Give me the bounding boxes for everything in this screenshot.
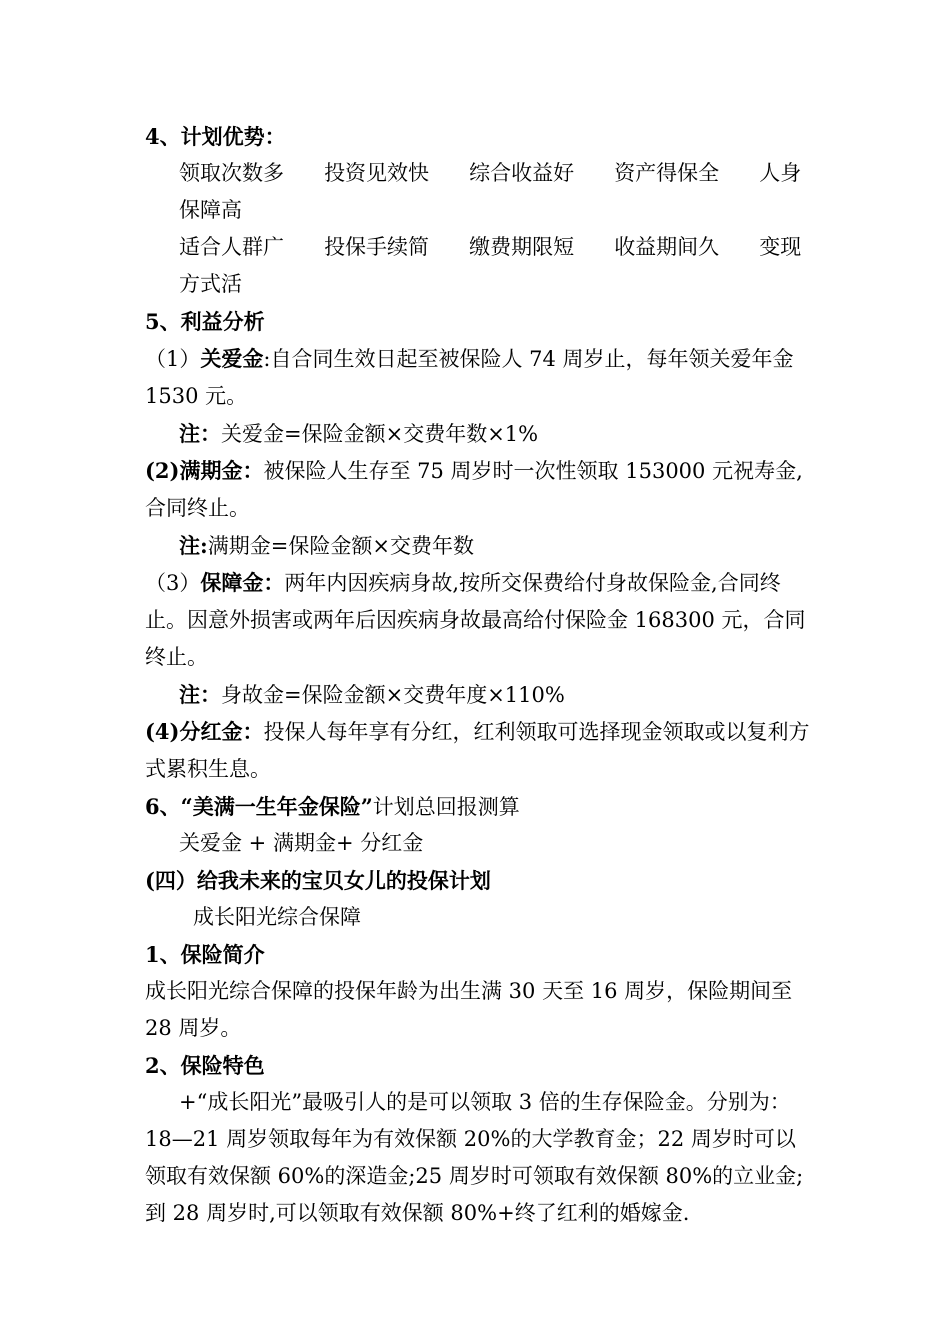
advantage-item: 变现方式活 xyxy=(179,235,802,296)
advantage-item: 投资见效快 xyxy=(324,161,430,185)
item-text: 被保险人生存至 75 周岁时一次性领取 153000 元祝寿金,合同终止。 xyxy=(145,459,803,520)
item-number: (4) xyxy=(145,719,180,744)
item-title: 关爱金 xyxy=(200,346,264,371)
note-text: 关爱金=保险金额×交费年数×1% xyxy=(221,422,539,446)
advantage-item: 资产得保全 xyxy=(614,161,720,185)
item-title: 保障金： xyxy=(200,570,285,595)
heading-number: 6、 xyxy=(145,794,181,819)
section-4-heading: 4、计划优势： xyxy=(145,124,286,149)
care-note xyxy=(145,415,815,452)
features-text: +“成长阳光”最吸引人的是可以领取 3 倍的生存保险金。分别为：18—21 周岁领取每年为有效保额 20%的大学教育金；22 周岁时可以领取有效保额 60%的深造金;25 周岁时可领取有效保额 80%的立业金;到 28 周岁时,可以领取有效保额 80%+终了红利的婚嫁金. xyxy=(145,1090,804,1225)
note-label: 注: xyxy=(179,533,208,558)
item-text: 投保人每年享有分红，红利领取可选择现金领取或以复利方式累积生息。 xyxy=(145,720,810,781)
document-body xyxy=(145,118,815,1232)
advantages-row-1 xyxy=(145,155,815,229)
advantages-row-2 xyxy=(145,229,815,303)
item-number: （1） xyxy=(145,347,201,371)
advantage-item: 适合人群广 xyxy=(179,235,284,259)
protection-note xyxy=(145,676,815,713)
heading-rest: 计划总回报测算 xyxy=(372,795,520,819)
advantage-item: 收益期间久 xyxy=(614,235,720,259)
benefit-item-dividend xyxy=(145,713,815,788)
advantage-item: 综合收益好 xyxy=(469,161,575,185)
item-text: 两年内因疾病身故,按所交保费给付身故保险金,合同终止。因意外损害或两年后因疾病身故最高给付保险金 168300 元，合同终止。 xyxy=(145,571,806,669)
subsection-2-heading: 2、保险特色 xyxy=(145,1053,265,1078)
advantage-item: 领取次数多 xyxy=(179,161,284,185)
section-four-heading: (四）给我未来的宝贝女儿的投保计划 xyxy=(145,868,491,893)
item-number: (2) xyxy=(145,458,180,483)
subsection-1-heading: 1、保险简介 xyxy=(145,942,265,967)
advantage-item: 缴费期限短 xyxy=(469,235,575,259)
advantage-item: 人身保障高 xyxy=(179,161,802,222)
item-number: （3） xyxy=(145,571,201,595)
section-6-heading xyxy=(145,788,815,825)
benefit-item-care xyxy=(145,340,815,415)
return-formula: 关爱金 + 满期金+ 分红金 xyxy=(179,831,424,855)
insurance-intro-text: 成长阳光综合保障的投保年龄为出生满 30 天至 16 周岁，保险期间至 28 周岁。 xyxy=(145,979,793,1040)
heading-product: “美满一生年金保险” xyxy=(180,794,373,819)
note-label: 注： xyxy=(179,421,221,446)
insurance-features-text xyxy=(145,1084,815,1232)
item-title: 满期金： xyxy=(179,458,264,483)
note-text: 满期金=保险金额×交费年数 xyxy=(207,534,474,558)
note-text: 身故金=保险金额×交费年度×110% xyxy=(221,683,565,707)
note-label: 注： xyxy=(179,682,221,707)
product-name: 成长阳光综合保障 xyxy=(193,905,361,929)
section-5-heading: 5、利益分析 xyxy=(145,309,265,334)
benefit-item-protection xyxy=(145,564,815,676)
benefit-item-maturity xyxy=(145,452,815,527)
advantage-item: 投保手续简 xyxy=(324,235,430,259)
maturity-note xyxy=(145,527,815,564)
item-text: :自合同生效日起至被保险人 74 周岁止，每年领关爱年金 1530 元。 xyxy=(145,347,794,408)
item-title: 分红金： xyxy=(179,719,264,744)
